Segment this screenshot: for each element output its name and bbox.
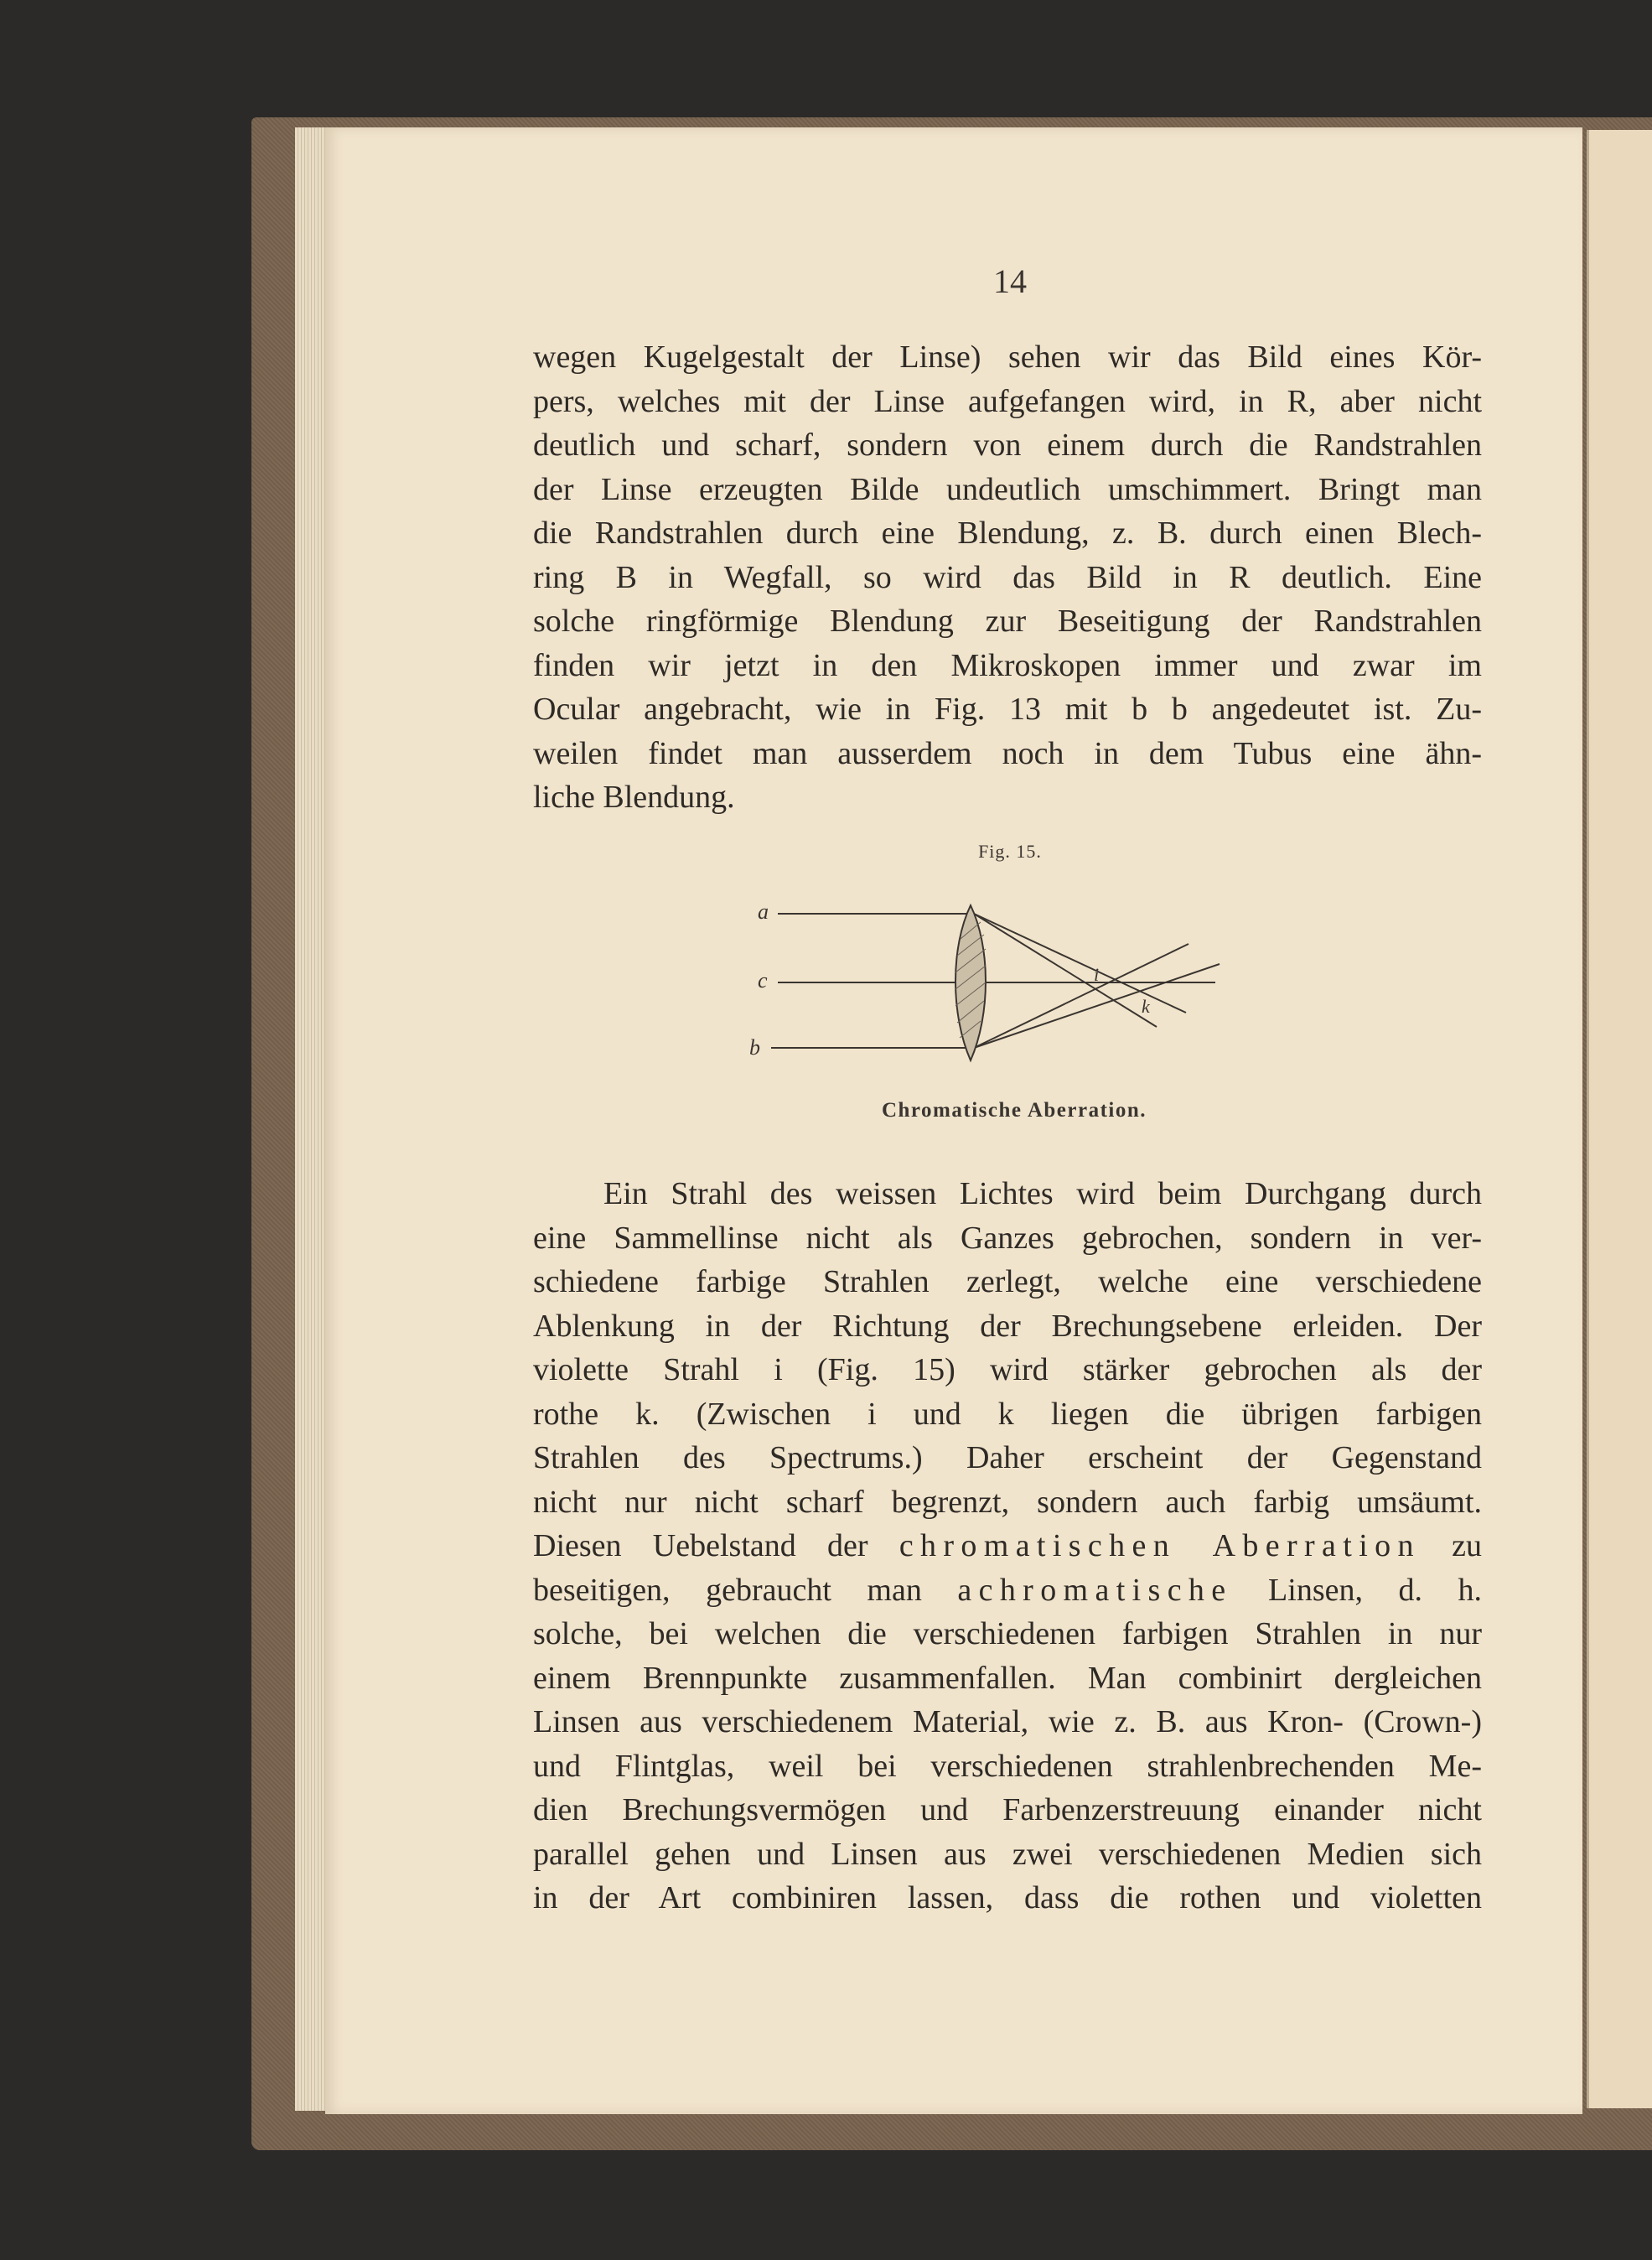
- text-line: wegen Kugelgestalt der Linse) sehen wir das Bild eines Kör-: [533, 340, 1482, 375]
- text-line: einem Brennpunkte zusammenfallen. Man combinirt dergleichen: [533, 1660, 1482, 1696]
- figure-label: Fig. 15.: [978, 841, 1042, 862]
- line-segment: Diesen Uebelstand der: [533, 1528, 868, 1563]
- text-line: pers, welches mit der Linse aufgefangen wird, in R, aber nicht: [533, 383, 1482, 419]
- ray-top-red: [974, 914, 1186, 1013]
- text-line: die Randstrahlen durch eine Blendung, z. B. durch einen Blech-: [533, 516, 1482, 551]
- emphasis-term: chromatischen Aberration: [899, 1528, 1421, 1563]
- label-k: k: [1142, 996, 1150, 1017]
- label-b: b: [749, 1035, 760, 1060]
- ray-top-violet: [974, 914, 1157, 1027]
- adjacent-page-edge: [1587, 130, 1652, 2108]
- text-line: der Linse erzeugten Bilde undeutlich umschimmert. Bringt man: [533, 471, 1482, 507]
- label-i: i: [1094, 964, 1100, 985]
- text-line: Ablenkung in der Richtung der Brechungsebene erleiden. Der: [533, 1308, 1482, 1344]
- line-segment: Linsen, d. h.: [1268, 1572, 1483, 1608]
- text-line: eine Sammellinse nicht als Ganzes gebrochen, sondern in ver-: [533, 1220, 1482, 1256]
- text-line: liche Blendung.: [533, 780, 735, 815]
- text-line: schiedene farbige Strahlen zerlegt, welche eine verschiedene: [533, 1264, 1482, 1299]
- text-line: [533, 1524, 1482, 1568]
- line-segment: zu: [1452, 1528, 1482, 1563]
- text-line: deutlich und scharf, sondern von einem durch die Randstrahlen: [533, 428, 1482, 463]
- label-c: c: [758, 968, 768, 993]
- figure-caption: Chromatische Aberration.: [881, 1099, 1147, 1122]
- text-line: dien Brechungsvermögen und Farbenzerstreuung einander nicht: [533, 1792, 1482, 1827]
- text-line: [533, 1568, 1482, 1613]
- page-number: 14: [993, 262, 1027, 300]
- emphasis-term: achromatische: [957, 1572, 1233, 1608]
- text-line: finden wir jetzt in den Mikroskopen immer und zwar im: [533, 647, 1482, 683]
- text-line: violette Strahl i (Fig. 15) wird stärker gebrochen als der: [533, 1352, 1482, 1387]
- text-line: solche, bei welchen die verschiedenen farbigen Strahlen in nur: [533, 1616, 1482, 1651]
- text-line: solche ringförmige Blendung zur Beseitigung der Randstrahlen: [533, 604, 1482, 639]
- text-line: Strahlen des Spectrums.) Daher erscheint der Gegenstand: [533, 1440, 1482, 1475]
- paragraph-2: [533, 1172, 1482, 1920]
- text-line: parallel gehen und Linsen aus zwei verschiedenen Medien sich: [533, 1836, 1482, 1872]
- text-line: nicht nur nicht scharf begrenzt, sondern auch farbig umsäumt.: [533, 1484, 1482, 1520]
- paragraph-1: [533, 335, 1482, 820]
- text-line: Ocular angebracht, wie in Fig. 13 mit b b angedeutet ist. Zu-: [533, 692, 1482, 727]
- label-a: a: [758, 899, 769, 924]
- text-line: ring B in Wegfall, so wird das Bild in R deutlich. Eine: [533, 559, 1482, 595]
- text-line: rothe k. (Zwischen i und k liegen die übrigen farbigen: [533, 1396, 1482, 1432]
- lens-diagram: [738, 889, 1257, 1081]
- text-line: Linsen aus verschiedenem Material, wie z. B. aus Kron- (Crown-): [533, 1704, 1482, 1739]
- text-line: in der Art combiniren lassen, dass die rothen und violetten: [533, 1880, 1482, 1915]
- ray-bottom-red: [974, 944, 1189, 1048]
- text-line: und Flintglas, weil bei verschiedenen strahlenbrechenden Me-: [533, 1748, 1482, 1784]
- line-segment: beseitigen, gebraucht man: [533, 1572, 922, 1608]
- text-line: weilen findet man ausserdem noch in dem Tubus eine ähn-: [533, 735, 1482, 771]
- text-line: Ein Strahl des weissen Lichtes wird beim Durchgang durch: [603, 1176, 1482, 1211]
- page-edges: [295, 127, 329, 2111]
